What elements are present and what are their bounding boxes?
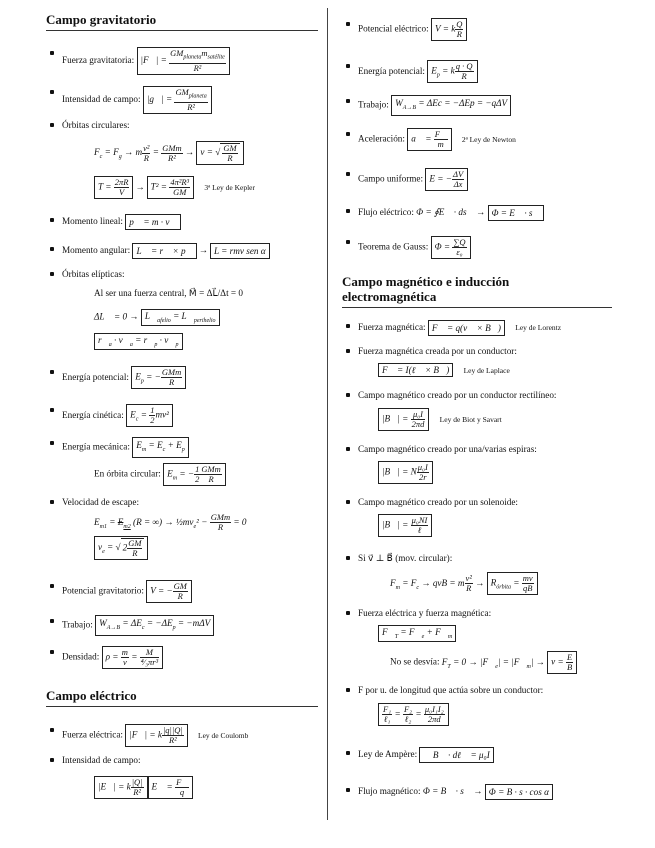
bullet-icon [346,349,350,353]
formula-fuerza-grav: |F⃗| = $\frac{GM_{planeta}m_{satélite}}{\text{R²}}$ [137,47,230,75]
formula-kepler: T = $\frac{2\pi R}{V}$ → T² = $\frac{\text{4π²R³}}{GM}$ 3ª Ley de Kepler [94,176,255,199]
item-flujo-electrico: Flujo eléctrico: Φ = ∮E⃗ · ds⃗ → Φ = E⃗ · s⃗ [358,205,544,221]
bullet-icon [50,51,54,55]
item-campo-rectilineo: Campo magnético creado por un conductor rectilíneo: [358,389,556,401]
item-campo-uniforme: Campo uniforme: E = − $\frac{\Delta V}{\Delta x}$ [358,168,468,191]
item-fuerza-conductor: Fuerza magnética creada por un conductor: [358,345,517,357]
item-energia-cinetica: Energía cinética: $E_c$ = $\frac{1}{2}$ mv² [62,404,173,427]
item-energia-mecanica: Energía mecánica: $E_m = E_c + E_p$ [62,437,189,458]
column-divider [327,8,328,820]
section-title-gravitatorio: Campo gravitatorio [46,12,318,31]
item-energia-potencial: Energía potencial: $E_p$ = − $\frac{\text{GMm}}{R}$ [62,366,186,389]
section-title-magnetico: Campo magnético e inducción electromagnética [342,274,612,308]
item-intensidad-campo-e: Intensidad de campo: [62,754,141,766]
formula-campo-e: |E⃗| = k $\frac{|Q|}{\text{R²}}$ E⃗ = $\frac{F⃗}{q}$ [94,776,193,799]
item-densidad: Densidad: ρ = $\frac{m}{v}$ = $\frac{M}{\text{⁴⁄₃πr³}}$ [62,646,163,669]
bullet-icon [50,370,54,374]
bullet-icon [346,393,350,397]
bullet-icon [346,172,350,176]
bullet-icon [346,788,350,792]
section-title-electrico: Campo eléctrico [46,688,318,707]
formula-escape-1: $E_{m1} = E_{m2}$ (R = ∞) → $\frac{1}{2}mv_e^2$ − $\frac{\text{GMm}}{R}$ = 0 [94,512,247,532]
item-intensidad-campo: Intensidad de campo: |g⃗| = $\frac{GM_{planeta}}{\text{R²}}$ [62,86,212,114]
formula-no-desvia: No se desvía: $F_T = 0$ → $|F⃗_e|$ = $|F⃗_m| \to v$ = $\frac{E}{B}$ [390,651,577,674]
formula-radio-orbita: $F_m = F_c$ → qvB = m $\frac{\text{v²}}{R}$ → $R_{órbita}$ = $\frac{mv}{qB}$ [390,572,538,595]
item-orbitas-elipticas: Órbitas elípticas: [62,268,125,280]
bullet-icon [50,408,54,412]
bullet-icon [346,751,350,755]
item-energia-potencial-e: Energía potencial: $E_p = k$ $\frac{q \cdot Q}{R}$ [358,60,478,83]
item-fuerza-gravitatoria: Fuerza gravitatoria: |F⃗| = $\frac{GM_{planeta}m_{satélite}}{\text{R²}}$ [62,47,230,75]
formula-delta-l: ΔL⃗ = $0 \to L⃗_{afelio}$ = $L⃗_{perihelio}$ [94,309,220,326]
formula-orbita-fc: $F_c = F_g \to m$ $\frac{\text{v²}}{R}$ = $\frac{\text{GMm}}{\text{R²}}$ → v = √ $\frac{GM}{R}$ [94,141,244,165]
bullet-icon [346,556,350,560]
bullet-icon [346,22,350,26]
formula-velocidades: $r⃗_a$ · $v⃗_a$ = $r⃗_p$ · $v⃗_p$ [94,333,183,350]
item-orbitas-circulares: Órbitas circulares: [62,119,130,131]
text-fuerza-central: Al ser una fuerza central, M⃗ = ΔL⃗/Δt = 0 [94,288,243,298]
formula-orbita-circular: En órbita circular: $E_m$ = − $\frac{1}{2}$ $\frac{\text{GMm}}{R}$ [94,463,226,486]
item-trabajo-grav: Trabajo: $W_{A\to B} = \Delta E_c = -\Delta E_p = -m\Delta V$ [62,615,214,636]
formula-f-longitud: $\frac{\text{F₁}}{\text{ℓ₁}}$ = $\frac{\text{F₂}}{\text{ℓ₂}}$ = $\frac{\text{μ₀I₁I₂}}{2\pi d}$ [378,703,449,726]
item-aceleracion: Aceleración: a⃗ = $\frac{F⃗}{m}$ 2ª Ley de Newton [358,128,516,151]
bullet-icon [50,584,54,588]
formula-ft: $F⃗_T$ = $F⃗_e$ + $F⃗_m$ [378,625,456,642]
bullet-icon [346,99,350,103]
formula-biot-savart: |B⃗| = $\frac{\text{μ₀I}}{2\pi d}$ Ley de Biot y Savart [378,408,502,431]
item-campo-espiras: Campo magnético creado por una/varias espiras: [358,443,537,455]
item-flujo-magnetico: Flujo magnético: Φ = B⃗ · s⃗ → Φ = B · s · cos α [358,784,553,800]
bullet-icon [50,441,54,445]
item-teorema-gauss: Teorema de Gauss: Φ = $\frac{\sum Q}{\text{ε₀}}$ [358,236,471,259]
formula-laplace: F⃗ = I(ℓ⃗ × B⃗) Ley de Laplace [378,363,510,377]
bullet-icon [346,447,350,451]
item-campo-solenoide: Campo magnético creado por un solenoide: [358,496,518,508]
item-momento-lineal: Momento lineal: p⃗ = m · v⃗ [62,214,181,230]
item-potencial-gravitatorio: Potencial gravitatorio: V = − $\frac{GM}{R}$ [62,580,192,603]
bullet-icon [50,650,54,654]
bullet-icon [50,272,54,276]
item-velocidad-escape: Velocidad de escape: [62,496,139,508]
bullet-icon [346,500,350,504]
item-f-longitud: F por u. de longitud que actúa sobre un conductor: [358,684,543,696]
bullet-icon [50,728,54,732]
item-fuerza-electrica: Fuerza eléctrica: |F⃗| = k $\frac{|q||Q|}{\text{R²}}$ Ley de Coulomb [62,724,248,747]
bullet-icon [50,218,54,222]
formula-escape-2: $v_e$ = √ 2 $\frac{GM}{R}$ [94,536,148,560]
bullet-icon [346,64,350,68]
bullet-icon [346,611,350,615]
item-movimiento-circular: Si v⃗ ⊥ B⃗ (mov. circular): [358,552,452,564]
bullet-icon [50,619,54,623]
bullet-icon [346,688,350,692]
item-ley-ampere: Ley de Ampère: ∮ B⃗ · dℓ⃗ = μ₀I [358,747,494,763]
bullet-icon [346,324,350,328]
item-potencial-electrico: Potencial eléctrico: V = k $\frac{Q}{R}$ [358,18,467,41]
formula-solenoide: |B⃗| = $\frac{\text{μ₀NI}}{\text{ℓ}}$ [378,514,432,537]
item-fuerza-elec-mag: Fuerza eléctrica y fuerza magnética: [358,607,491,619]
bullet-icon [50,123,54,127]
bullet-icon [50,500,54,504]
bullet-icon [50,90,54,94]
item-fuerza-magnetica: Fuerza magnética: F⃗ = q(v⃗ × B⃗) Ley de Lorentz [358,320,561,336]
bullet-icon [346,132,350,136]
bullet-icon [346,209,350,213]
bullet-icon [346,240,350,244]
bullet-icon [50,247,54,251]
formula-momento-lineal: p⃗ = m · v⃗ [125,214,180,230]
item-trabajo-e: Trabajo: $W_{A\to B} = \Delta Ec = -\Delta Ep = -q\Delta V$ [358,95,511,116]
bullet-icon [50,758,54,762]
formula-espiras: |B⃗| = N $\frac{\text{μ₀I}}{2r}$ [378,461,433,484]
item-momento-angular: Momento angular: L⃗ = r⃗ × p⃗ → L = rmv sen α [62,243,270,259]
formula-intensidad: |g⃗| = $\frac{GM_{planeta}}{\text{R²}}$ [143,86,212,114]
